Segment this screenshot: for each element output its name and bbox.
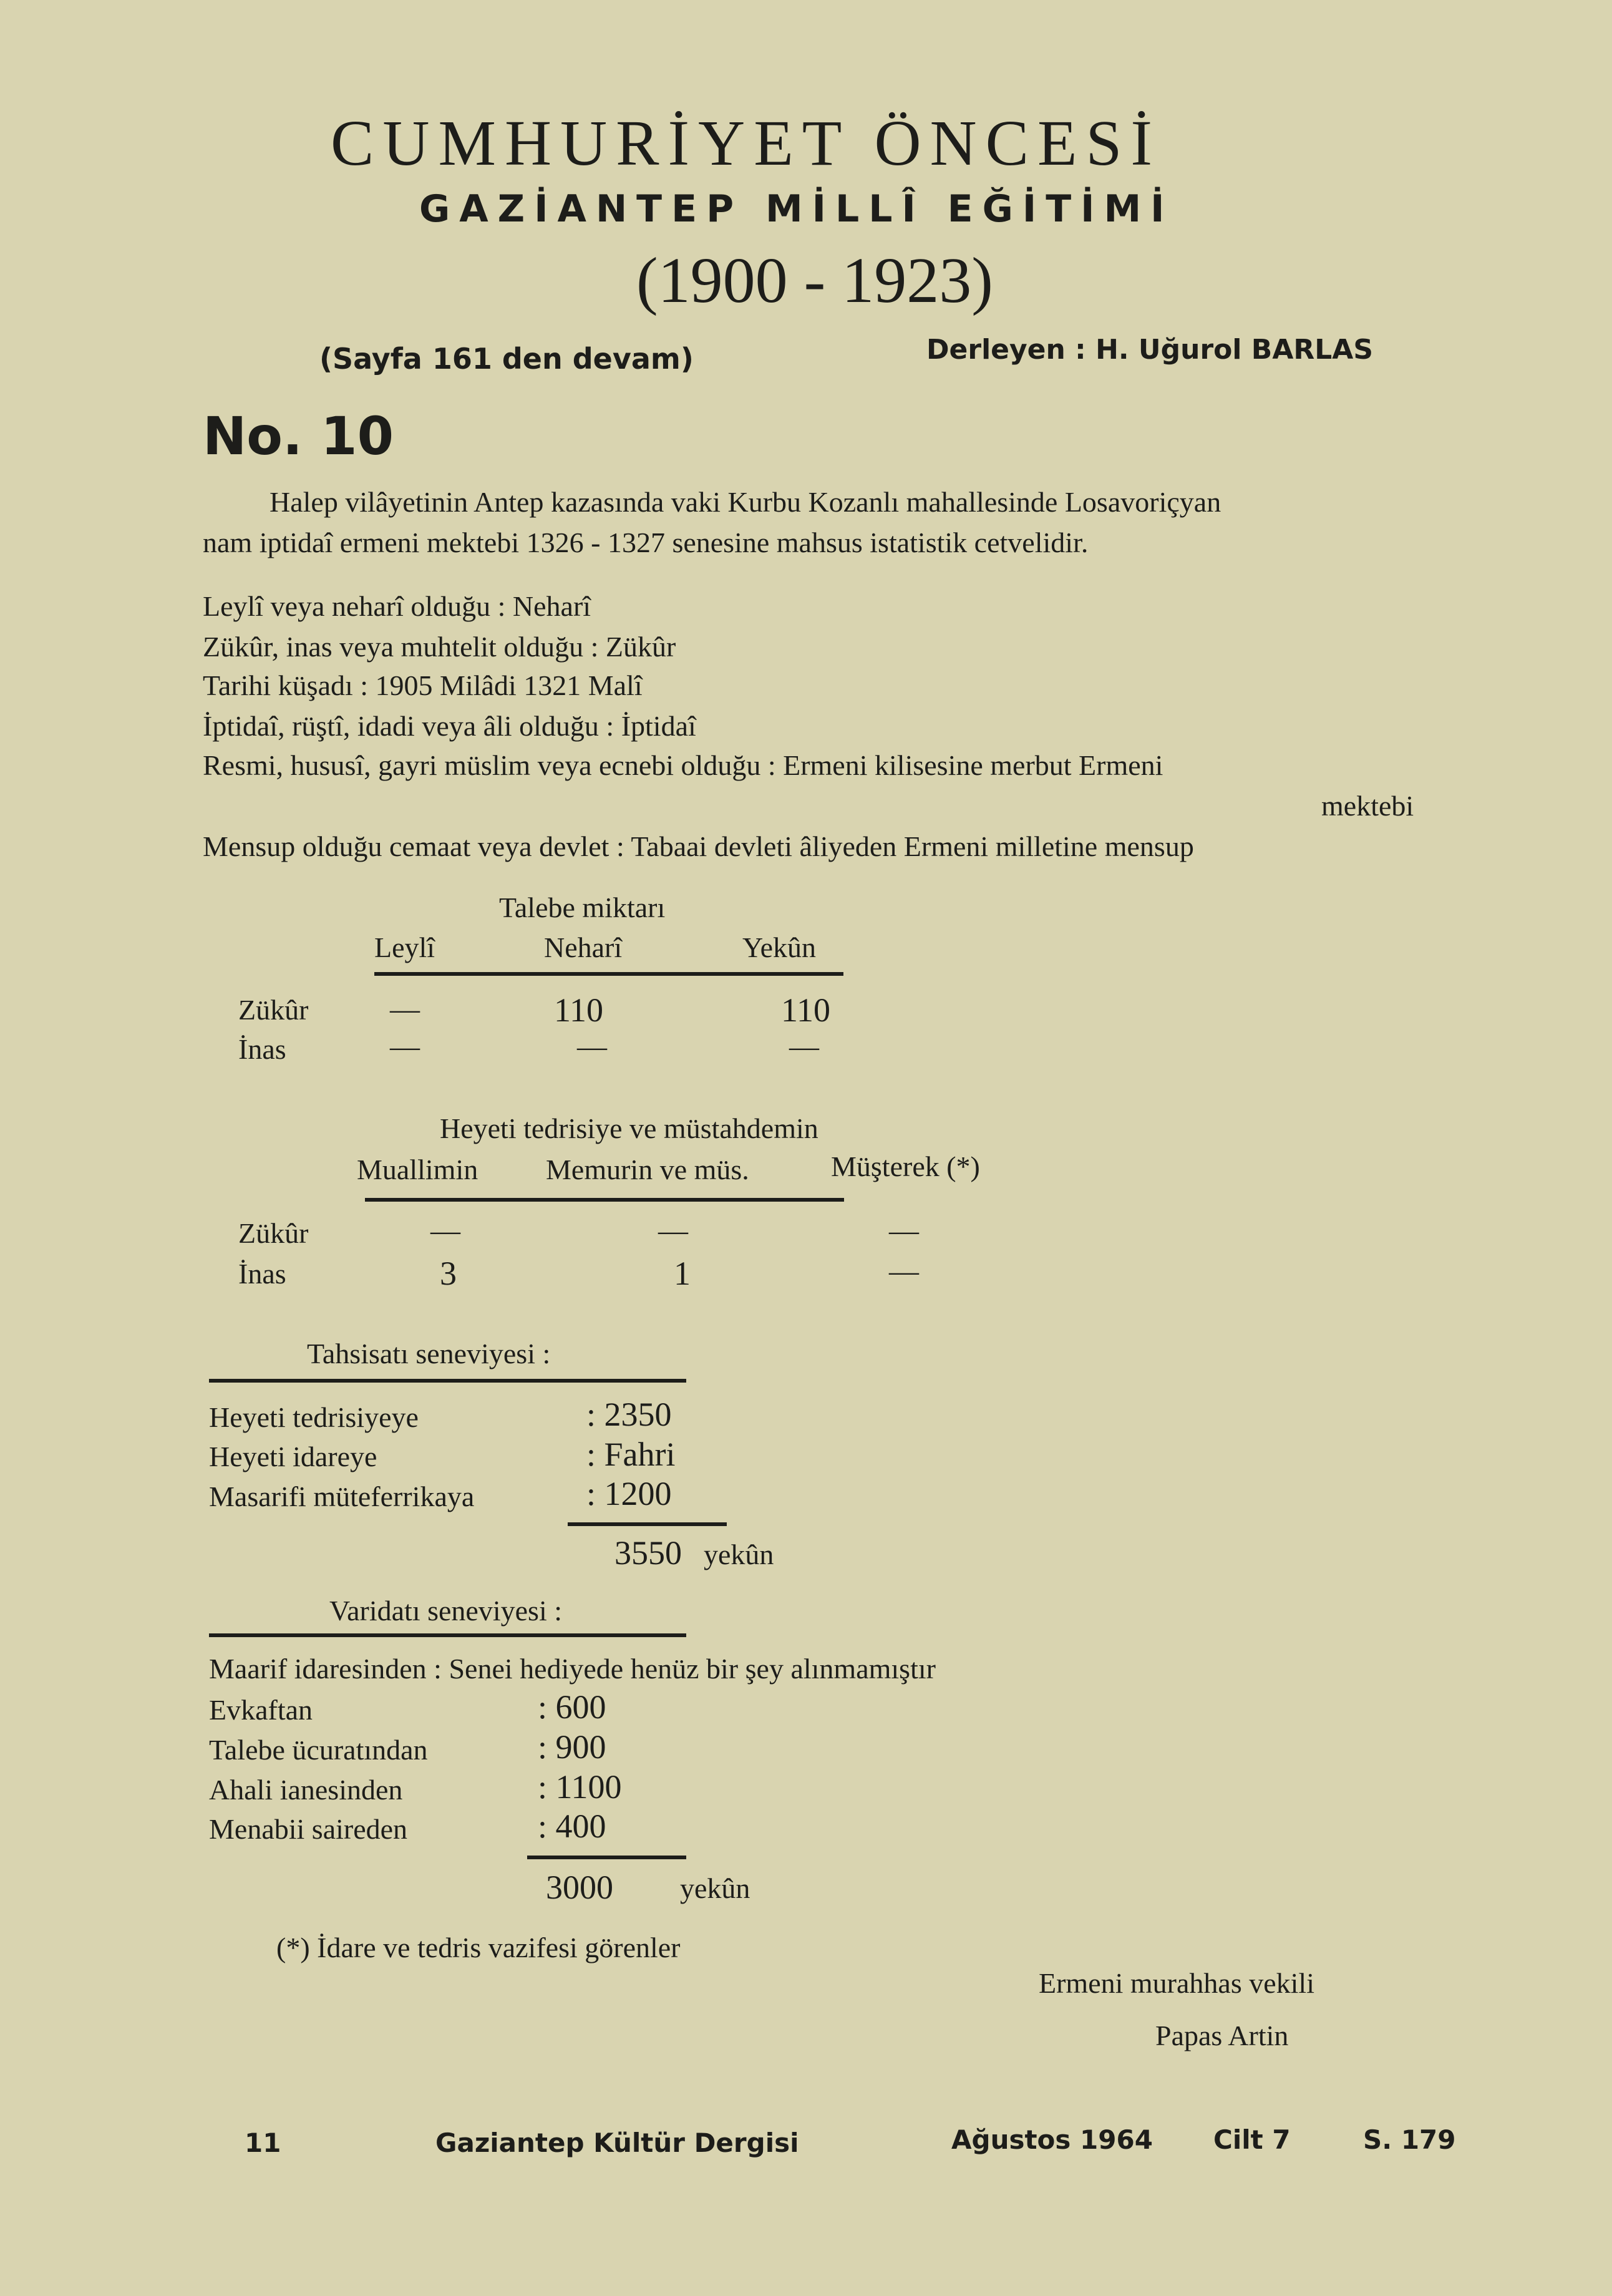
allocation-label: Masarifi müteferrikaya xyxy=(209,1481,475,1512)
students-table-title: Talebe miktarı xyxy=(499,892,666,923)
students-cell: 110 xyxy=(554,991,603,1029)
staff-cell: — xyxy=(889,1255,919,1288)
allocation-total: 3550 xyxy=(614,1534,682,1572)
students-col-header: Yekûn xyxy=(742,932,817,963)
table-rule xyxy=(374,972,843,976)
students-row-label: İnas xyxy=(238,1033,286,1065)
footnote: (*) İdare ve tedris vazifesi görenler xyxy=(276,1932,681,1963)
allocation-value: : 1200 xyxy=(586,1475,672,1512)
section-rule xyxy=(209,1379,686,1383)
fact-gender: Zükûr, inas veya muhtelit olduğu : Zükûr xyxy=(203,631,676,663)
fact-boarding: Leylî veya neharî olduğu : Neharî xyxy=(203,590,591,622)
signature-name: Papas Artin xyxy=(1155,2020,1289,2051)
revenue-label: Ahali ianesinden xyxy=(209,1774,403,1806)
allocations-title: Tahsisatı seneviyesi : xyxy=(307,1338,551,1369)
revenue-label: Maarif idaresinden : Senei hediyede henüz bir şey alınmamıştır xyxy=(209,1653,936,1685)
staff-cell: 3 xyxy=(440,1255,457,1292)
revenue-value: : 900 xyxy=(538,1728,606,1766)
revenue-value: : 400 xyxy=(538,1807,606,1845)
students-cell: — xyxy=(789,1030,819,1063)
staff-cell: — xyxy=(658,1214,688,1247)
staff-col-header: Muallimin xyxy=(357,1154,478,1185)
fact-type-cont: mektebi xyxy=(1321,790,1414,822)
total-rule xyxy=(568,1522,727,1526)
total-rule xyxy=(527,1856,686,1859)
staff-table-title: Heyeti tedrisiye ve müstahdemin xyxy=(440,1112,818,1144)
revenues-title: Varidatı seneviyesi : xyxy=(329,1595,563,1627)
fact-type: Resmi, hususî, gayri müslim veya ecnebi olduğu : Ermeni kilisesine merbut Ermeni xyxy=(203,749,1163,781)
allocation-label: Heyeti tedrisiyeye xyxy=(209,1401,419,1433)
staff-cell: 1 xyxy=(674,1255,691,1292)
revenue-value: : 1100 xyxy=(538,1768,622,1806)
fact-opening-date: Tarihi küşadı : 1905 Milâdi 1321 Malî xyxy=(203,669,643,701)
page-title: CUMHURİYET ÖNCESİ xyxy=(331,107,1162,179)
staff-row-label: Zükûr xyxy=(238,1217,309,1249)
document-number: No. 10 xyxy=(203,406,394,467)
footer-issue: S. 179 xyxy=(1363,2124,1456,2155)
intro-line-2: nam iptidaî ermeni mektebi 1326 - 1327 senesine mahsus istatistik cetvelidir. xyxy=(203,527,1089,558)
staff-row-label: İnas xyxy=(238,1258,286,1290)
footer-page-number: 11 xyxy=(245,2128,281,2158)
allocation-total-label: yekûn xyxy=(704,1539,774,1570)
page-subtitle: GAZİANTEP MİLLÎ EĞİTİMİ xyxy=(419,187,1174,231)
revenue-label: Evkaftan xyxy=(209,1694,313,1726)
footer-volume: Cilt 7 xyxy=(1213,2124,1291,2155)
allocation-label: Heyeti idareye xyxy=(209,1441,377,1472)
staff-cell: — xyxy=(889,1214,919,1247)
compiler-credit: Derleyen : H. Uğurol BARLAS xyxy=(926,334,1374,366)
staff-cell: — xyxy=(430,1214,460,1247)
allocation-value: : Fahri xyxy=(586,1436,676,1473)
footer-date: Ağustos 1964 xyxy=(951,2124,1153,2155)
students-col-header: Neharî xyxy=(544,932,623,963)
continued-note: (Sayfa 161 den devam) xyxy=(319,342,694,376)
students-row-label: Zükûr xyxy=(238,994,309,1026)
students-cell: — xyxy=(390,1030,420,1063)
table-rule xyxy=(365,1198,844,1202)
staff-col-header: Memurin ve müs. xyxy=(546,1154,749,1185)
students-cell: 110 xyxy=(781,991,830,1029)
staff-col-header: Müşterek (*) xyxy=(831,1150,980,1182)
fact-level: İptidaî, rüştî, idadi veya âli olduğu : İptidaî xyxy=(203,710,696,742)
intro-line-1: Halep vilâyetinin Antep kazasında vaki Kurbu Kozanlı mahallesinde Losavoriçyan xyxy=(269,486,1221,518)
students-cell: — xyxy=(390,993,420,1026)
revenue-total-label: yekûn xyxy=(680,1872,750,1904)
fact-community: Mensup olduğu cemaat veya devlet : Tabaai devleti âliyeden Ermeni milletine mensup xyxy=(203,830,1194,862)
footer-journal: Gaziantep Kültür Dergisi xyxy=(435,2128,799,2158)
revenue-value: : 600 xyxy=(538,1688,606,1726)
students-cell: — xyxy=(577,1030,607,1063)
students-col-header: Leylî xyxy=(374,932,435,963)
revenue-label: Menabii saireden xyxy=(209,1813,408,1845)
section-rule xyxy=(209,1633,686,1637)
revenue-total: 3000 xyxy=(546,1869,613,1906)
signature-title: Ermeni murahhas vekili xyxy=(1039,1967,1314,1999)
allocation-value: : 2350 xyxy=(586,1396,672,1433)
year-range: (1900 - 1923) xyxy=(636,245,993,316)
revenue-label: Talebe ücuratından xyxy=(209,1734,428,1766)
